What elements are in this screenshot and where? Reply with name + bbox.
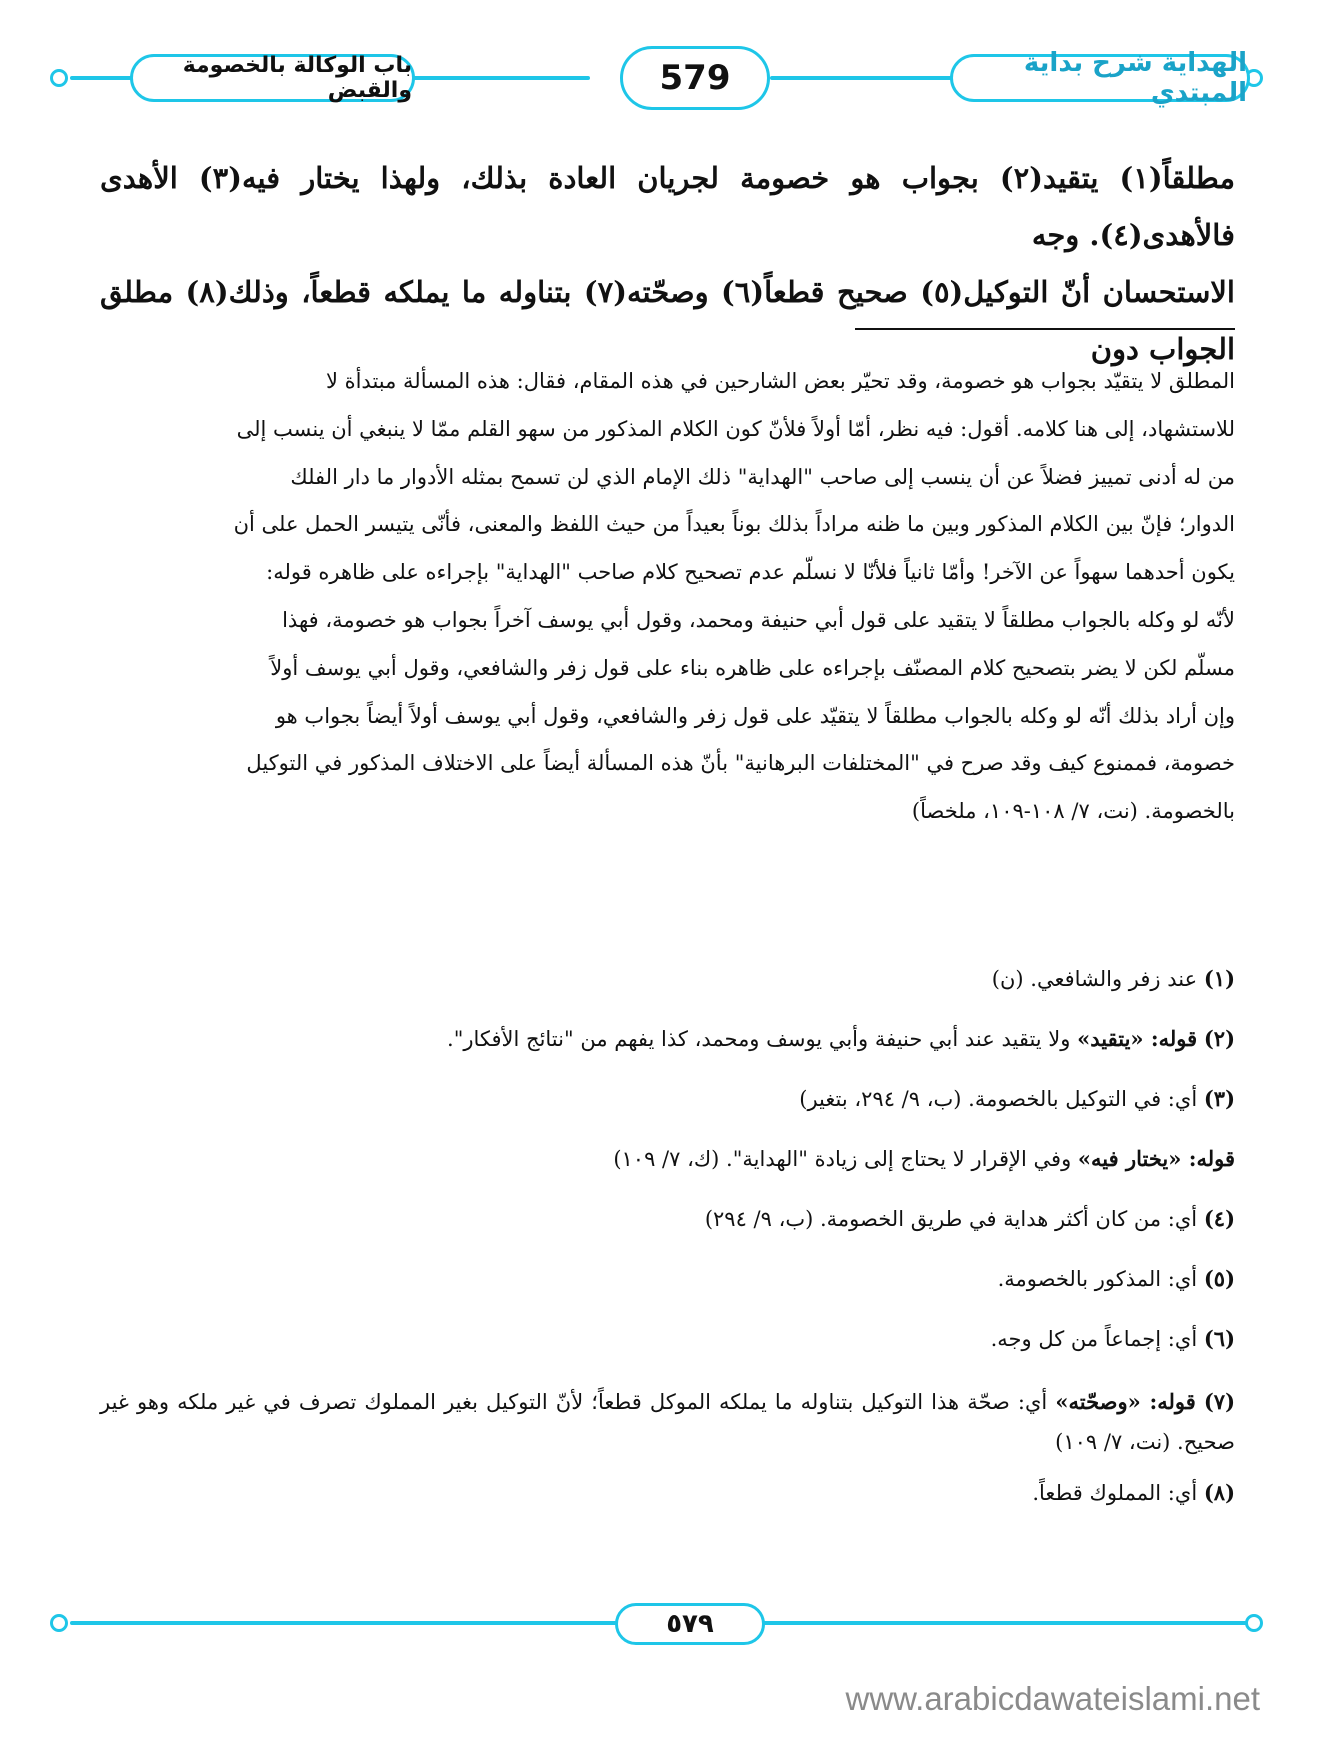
commentary-line: المطلق لا يتقيّد بجواب هو خصومة، وقد تحيّر بعض الشارحين في هذه المقام، فقال: هذه المسألة مبتدأة لا: [325, 369, 1235, 393]
footnotes-block: [100, 962, 1235, 1536]
commentary-block: [100, 358, 1235, 836]
commentary-line: بالخصومة. (نت، ٧/ ١٠٨-١٠٩، ملخصاً): [911, 799, 1235, 824]
commentary-line: يكون أحدهما سهواً عن الآخر! وأمّا ثانياً فلأنّا لا نسلّم عدم تصحيح كلام صاحب "الهداية" بإجراءه على ظاهره قوله:: [266, 560, 1235, 585]
footnote-item: [100, 1382, 1235, 1462]
footnote-number: (٧): [1203, 1389, 1235, 1414]
footnote-number: (٨): [1203, 1480, 1235, 1505]
footnote-text: ولا يتقيد عند أبي حنيفة وأبي يوسف ومحمد، كذا يفهم من "نتائج الأفكار".: [447, 1027, 1071, 1051]
footnote-keyword: قوله: «وصحّته»: [1055, 1389, 1196, 1414]
footnote-text: أي: في التوكيل بالخصومة. (ب، ٩/ ٢٩٤، بتغير): [799, 1087, 1198, 1111]
commentary-line: مسلّم لكن لا يضر بتصحيح كلام المصنّف بإجراءه على ظاهره بناء على قول زفر والشافعي، وقول أبي يوسف أولاً: [270, 655, 1235, 680]
footnote-item: [100, 1082, 1235, 1116]
footnote-item: [100, 1142, 1235, 1176]
footnote-item: [100, 1262, 1235, 1296]
footnote-item: [100, 1022, 1235, 1056]
footnote-text: أي: المملوك قطعاً.: [1032, 1481, 1198, 1505]
footnote-keyword: قوله: «يتقيد»: [1077, 1026, 1198, 1051]
commentary-line: خصومة، فممنوع كيف وقد صرح في "المختلفات البرهانية" بأنّ هذه المسألة أيضاً على الاختلاف المذكور في التوكيل: [246, 751, 1235, 776]
footnote-number: (١): [1203, 966, 1235, 991]
book-title: الهداية شرح بداية المبتدي: [950, 54, 1250, 102]
footnote-divider: [855, 328, 1235, 330]
footnote-item: [100, 962, 1235, 996]
page-number: 579: [620, 46, 770, 110]
footnote-item: [100, 1476, 1235, 1510]
footer-rule-left: [70, 1621, 630, 1625]
ornament-icon: [50, 1614, 68, 1632]
page-footer: [50, 1595, 1270, 1655]
commentary-line: الدوار؛ فإنّ بين الكلام المذكور وبين ما ظنه مراداً بذلك بوناً بعيداً من حيث اللفظ والمعنى، فأنّى يتيسر الحمل على أن: [233, 512, 1235, 537]
commentary-line: لأنّه لو وكله بالجواب مطلقاً لا يتقيد على قول أبي حنيفة ومحمد، وقول أبي يوسف آخراً بجواب هو خصومة، فهذا: [282, 607, 1235, 632]
footnote-keyword: قوله: «يختار فيه»: [1077, 1146, 1235, 1171]
main-text-line: مطلقاً(١) يتقيد(٢) بجواب هو خصومة لجريان العادة بذلك، ولهذا يختار فيه(٣) الأهدى فالأهدى(٤). وجه: [100, 161, 1235, 252]
main-text: [100, 150, 1235, 378]
commentary-line: من له أدنى تمييز فضلاً عن أن ينسب إلى صاحب "الهداية" ذلك الإمام الذي لن تسمح بمثله الأدوار ما دار الفلك: [290, 464, 1235, 489]
footnote-text: عند زفر والشافعي. (ن): [991, 967, 1198, 991]
footer-page-number: ٥٧٩: [615, 1603, 765, 1645]
footnote-text: وفي الإقرار لا يحتاج إلى زيادة "الهداية". (ك، ٧/ ١٠٩): [613, 1147, 1072, 1171]
footnote-text: أي: من كان أكثر هداية في طريق الخصومة. (ب، ٩/ ٢٩٤): [704, 1207, 1198, 1231]
chapter-title: باب الوكالة بالخصومة والقبض: [130, 54, 415, 102]
footer-rule-right: [750, 1621, 1250, 1625]
footnote-number: (٦): [1203, 1326, 1235, 1351]
footnote-text: أي: المذكور بالخصومة.: [997, 1267, 1198, 1291]
footnote-number: (٤): [1203, 1206, 1235, 1231]
ornament-icon: [50, 69, 68, 87]
footnote-text: أي: إجماعاً من كل وجه.: [990, 1327, 1198, 1351]
footnote-number: (٣): [1203, 1086, 1235, 1111]
page-header: [50, 42, 1270, 112]
commentary-line: وإن أراد بذلك أنّه لو وكله بالجواب مطلقاً لا يتقيّد على قول زفر والشافعي، وقول أبي يوسف أولاً أيضاً بجواب هو: [275, 703, 1235, 728]
ornament-icon: [1245, 1614, 1263, 1632]
footnote-text: أي: صحّة هذا التوكيل بتناوله ما يملكه الموكل قطعاً؛ لأنّ التوكيل بغير المملوك تصرف في غير ملكه وهو غير صحيح. (نت، ٧/ ١٠٩): [100, 1390, 1235, 1454]
commentary-line: للاستشهاد، إلى هنا كلامه. أقول: فيه نظر، أمّا أولاً فلأنّ كون الكلام المذكور من سهو القلم ممّا لا ينبغي أن ينسب إلى: [236, 416, 1235, 441]
footnote-number: (٥): [1203, 1266, 1235, 1291]
footnote-number: (٢): [1203, 1026, 1235, 1051]
footnote-item: [100, 1322, 1235, 1356]
main-text-line: الاستحسان أنّ التوكيل(٥) صحيح قطعاً(٦) وصحّته(٧) بتناوله ما يملكه قطعاً، وذلك(٨) مطلق الجواب دون: [100, 275, 1235, 366]
footnote-item: [100, 1202, 1235, 1236]
watermark-url: www.arabicdawateislami.net: [845, 1680, 1260, 1717]
